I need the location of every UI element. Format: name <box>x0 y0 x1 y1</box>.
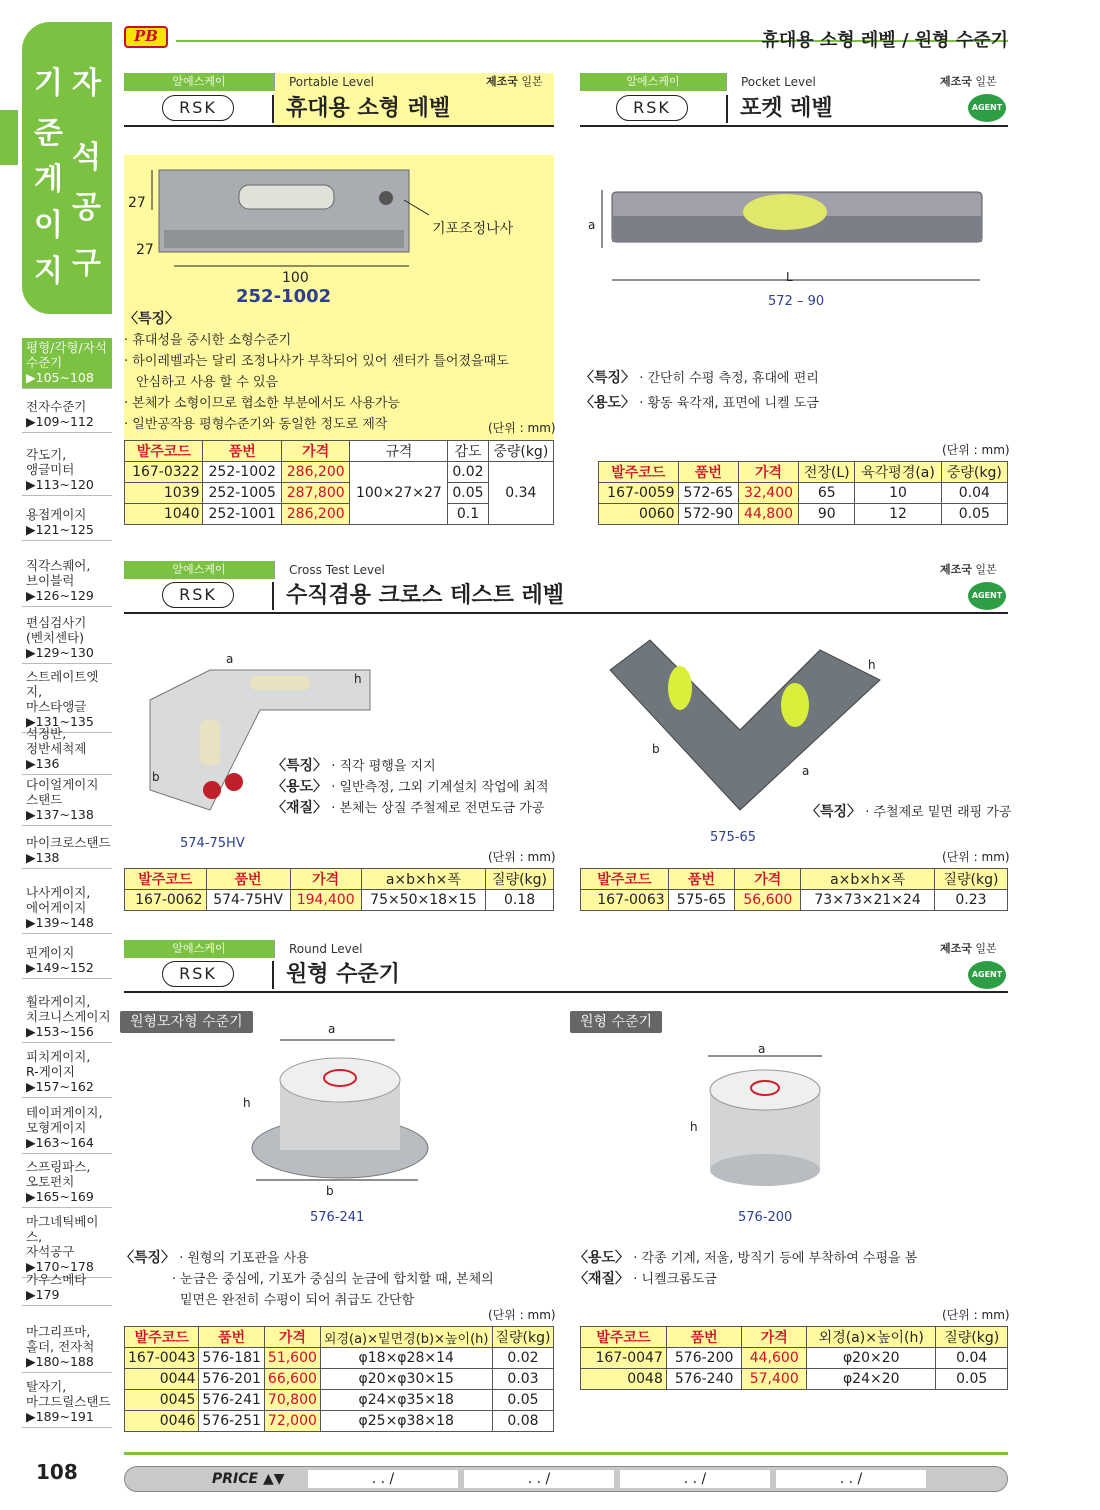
sidebar-item-label: 직각스퀘어, 브이블럭 <box>26 558 91 588</box>
feature-list <box>124 309 554 435</box>
col-header: 가격 <box>281 441 349 462</box>
category-char: 지 <box>34 254 63 289</box>
table-row: 0046 576-251 72,000 φ25×φ38×18 0.08 <box>125 1411 554 1432</box>
section-title: 포켓 레벨 <box>726 95 833 123</box>
feature-line: · 하이레벨과는 달리 조정나사가 부착되어 있어 센터가 틀어졌을때도 <box>124 354 509 369</box>
dim-b: b <box>326 1184 334 1198</box>
origin: 제조국 일본 <box>940 942 997 955</box>
brand-tag: 알에스케이 <box>124 73 274 91</box>
sidebar-item[interactable] <box>22 505 112 541</box>
price-slot: . . / <box>776 1470 926 1488</box>
sidebar-item-pages: ▶136 <box>26 756 60 771</box>
feature-line: · 본체가 소형이므로 협소한 부분에서도 사용가능 <box>124 396 400 411</box>
sidebar-item-label: 다이얼게이지 스탠드 <box>26 777 99 807</box>
section-rule <box>580 125 1008 127</box>
sidebar-item-pages: ▶163~164 <box>26 1135 94 1150</box>
dim-a: a <box>588 218 596 232</box>
sidebar-item-label: 탈자기, 마그드릴스탠드 <box>26 1379 111 1409</box>
spec-table-s4-left: 발주코드 품번 가격 외경(a)×밑면경(b)×높이(h) 질량(kg) 167-0043 576-181 51,600 φ18×φ28×14 0.02 0044 576-201 66,600 φ20×φ30×15 0.03 0045 576-241 70,800 φ24×φ35×18 0.05 0046 576-251 72,000 φ25×φ38×18 0.08 <box>124 1326 554 1432</box>
spec-table-s3-right: 발주코드 품번 가격 a×b×h×폭 질량(kg) 167-0063 575-65 56,600 73×73×21×24 0.23 <box>580 868 1008 911</box>
spec-table-s2: 발주코드 품번 가격 전장(L) 육각평경(a) 중량(kg) 167-0059 572-65 32,400 65 10 0.04 0060 572-90 44,800 90 12 0.05 <box>598 461 1008 525</box>
dim-a: a <box>226 652 234 666</box>
sidebar-item-pages: ▶149~152 <box>26 960 94 975</box>
col-header: 규격 <box>350 441 448 462</box>
sidebar-item[interactable] <box>22 1157 112 1208</box>
sidebar-item-label: 마이크로스탠드 <box>26 835 111 850</box>
sidebar-item-pages: ▶121~125 <box>26 522 94 537</box>
table-row: 167-0322 252-1002 286,200 100×27×27 0.02 0.34 <box>125 462 554 483</box>
sidebar-item[interactable] <box>22 397 112 433</box>
sidebar-item-pages: ▶179 <box>26 1287 60 1302</box>
sidebar-accent <box>0 110 18 165</box>
agent-badge: AGENT <box>968 582 1006 610</box>
sidebar-item[interactable] <box>22 992 112 1043</box>
product-image-575-65 <box>590 630 900 830</box>
sidebar-item[interactable] <box>22 338 112 389</box>
sidebar-item-label: 마그네틱베이스, 자석공구 <box>26 1214 99 1259</box>
sidebar-item-pages: ▶170~178 <box>26 1259 94 1274</box>
col-header: 발주코드 <box>125 441 203 462</box>
section-english-title: Round Level <box>274 940 574 958</box>
origin: 제조국 일본 <box>940 563 997 576</box>
table-row: 167-0059 572-65 32,400 65 10 0.04 <box>599 483 1008 504</box>
subsection-tag: 원형 수준기 <box>570 1011 662 1033</box>
brand-tag: 알에스케이 <box>124 940 274 958</box>
origin: 제조국 일본 <box>940 75 997 88</box>
category-char: 기 <box>34 66 63 101</box>
sidebar-item-label: 스프링파스, 오토펀치 <box>26 1159 91 1189</box>
dim-b: b <box>152 770 160 784</box>
sidebar-item[interactable] <box>22 613 112 664</box>
sidebar-item-label: 스트레이트엣지, 마스타앵글 <box>26 669 99 714</box>
section-english-title: Pocket Level <box>726 73 926 91</box>
sidebar-item-pages: ▶165~169 <box>26 1189 94 1204</box>
sidebar-item-label: 가우스메타 <box>26 1272 87 1287</box>
feature-block: 〈용도〉 · 각종 기계, 저울, 방직기 등에 부착하여 수평을 봄 〈재질〉 · 니켈크롬도금 <box>574 1250 918 1287</box>
dim-h: h <box>243 1096 251 1110</box>
unit-label: (단위 : mm) <box>942 443 1010 457</box>
sidebar-item-label: 마그리프마, 홀더, 전자척 <box>26 1324 95 1354</box>
sidebar-item-label: 전자수준기 <box>26 399 87 414</box>
dim-h: h <box>354 672 362 686</box>
agent-badge: AGENT <box>968 961 1006 989</box>
table-row: 0044 576-201 66,600 φ20×φ30×15 0.03 <box>125 1369 554 1390</box>
spec-table-s1 <box>124 440 554 525</box>
price-label: PRICE ▲▼ <box>212 1471 285 1487</box>
table-row: 0060 572-90 44,800 90 12 0.05 <box>599 504 1008 525</box>
table-row: 0045 576-241 70,800 φ24×φ35×18 0.05 <box>125 1390 554 1411</box>
product-code: 252-1002 <box>236 286 332 307</box>
origin: 제조국 일본 <box>486 75 543 88</box>
dim-b: b <box>652 742 660 756</box>
sidebar-item[interactable] <box>22 943 112 979</box>
table-row: 167-0043 576-181 51,600 φ18×φ28×14 0.02 <box>125 1348 554 1369</box>
sidebar-item-pages: ▶139~148 <box>26 915 94 930</box>
sidebar-item-pages: ▶137~138 <box>26 807 94 822</box>
product-code: 576-241 <box>310 1210 365 1225</box>
category-char: 게 <box>34 162 63 197</box>
sidebar-item[interactable] <box>22 1212 112 1278</box>
section-title: 원형 수준기 <box>272 961 400 989</box>
section-rule <box>124 125 554 127</box>
brand-tag: 알에스케이 <box>580 73 726 91</box>
brand-tag: 알에스케이 <box>124 561 274 579</box>
feature-list: 〈특징〉 · 원형의 기포관을 사용 · 눈금은 중심에, 기포가 중심의 눈금에 합치할 때, 본체의 밑면은 완전히 수평이 되어 취급도 간단함 <box>120 1250 494 1308</box>
spec-table-s4-right: 발주코드 품번 가격 외경(a)×높이(h) 질량(kg) 167-0047 576-200 44,600 φ20×20 0.04 0048 576-240 57,400 φ24×20 0.05 <box>580 1326 1008 1390</box>
product-code: 574-75HV <box>180 836 245 851</box>
category-char: 이 <box>34 208 63 243</box>
unit-label: (단위 : mm) <box>942 850 1010 864</box>
section-rule <box>124 612 1008 614</box>
screw-label: 기포조정나사 <box>432 221 514 237</box>
sidebar-item-label: 각도기, 앵글미터 <box>26 447 75 477</box>
dim-a: a <box>328 1022 336 1036</box>
section-english-title: Portable Level <box>274 73 554 91</box>
col-header: 감도 <box>448 441 488 462</box>
sidebar-item[interactable] <box>22 556 112 607</box>
sidebar-category-block <box>22 22 112 314</box>
dim-length: 100 <box>282 270 309 286</box>
feature-block: 〈특징〉 · 간단히 수평 측정, 휴대에 편리 〈용도〉 · 황동 육각재, 표면에 니켈 도금 <box>580 370 819 411</box>
dim-h: h <box>690 1120 698 1134</box>
table-row: 167-0062 574-75HV 194,400 75×50×18×15 0.18 <box>125 890 554 911</box>
sidebar-item-pages: ▶153~156 <box>26 1024 94 1039</box>
section-title: 휴대용 소형 레벨 <box>272 95 450 123</box>
page-number: 108 <box>36 1460 78 1484</box>
brand-logo: RSK <box>162 95 234 121</box>
product-image-576-241 <box>240 1030 440 1210</box>
price-slot: . . / <box>308 1470 458 1488</box>
sidebar-item-label: 나사게이지, 에어게이지 <box>26 885 91 915</box>
table-row: 1040 252-1001 286,200 0.1 <box>125 504 554 525</box>
unit-label: (단위 : mm) <box>488 1308 556 1322</box>
section-english-title: Cross Test Level <box>274 561 574 579</box>
page-title: 휴대용 소형 레벨 / 원형 수준기 <box>761 30 1008 51</box>
product-code: 575-65 <box>710 830 757 845</box>
category-char: 석 <box>72 140 101 175</box>
dim-h: h <box>868 658 876 672</box>
feature-block: 〈특징〉 · 직각 평행을 지지 〈용도〉 · 일반측정, 그외 기계설치 작업에 최적 〈재질〉 · 본체는 상질 주철제로 전면도금 가공 <box>272 758 549 816</box>
sidebar-item-pages: ▶105~108 <box>26 370 94 385</box>
feature-line: · 일반공작용 평형수준기와 동일한 정도로 제작 <box>124 417 388 432</box>
sidebar-item[interactable] <box>22 724 112 775</box>
table-row: 167-0063 575-65 56,600 73×73×21×24 0.23 <box>581 890 1008 911</box>
sidebar-item[interactable] <box>22 445 112 496</box>
sidebar-item-label: 피치게이지, R-게이지 <box>26 1049 91 1079</box>
dim-a: a <box>802 764 810 778</box>
product-code: 576-200 <box>738 1210 793 1225</box>
sidebar-item-label: 훨라게이지, 치크니스게이지 <box>26 994 111 1024</box>
table-row: 0048 576-240 57,400 φ24×20 0.05 <box>581 1369 1008 1390</box>
brand-logo: RSK <box>162 961 234 987</box>
sidebar-item-pages: ▶157~162 <box>26 1079 94 1094</box>
brand-logo: RSK <box>616 95 688 121</box>
sidebar-item[interactable] <box>22 775 112 826</box>
sidebar-item-label: 편심검사기 (벤치센타) <box>26 615 87 645</box>
sidebar-item-label: 용접게이지 <box>26 507 87 522</box>
feature-line: · 휴대성을 중시한 소형수준기 <box>124 333 292 348</box>
agent-badge: AGENT <box>968 94 1006 122</box>
subsection-tag: 원형모자형 수준기 <box>120 1011 253 1033</box>
sidebar-item-pages: ▶131~135 <box>26 714 94 729</box>
unit-label: (단위 : mm) <box>488 850 556 864</box>
sidebar-item-label: 평형/각형/자석 수준기 <box>26 340 107 370</box>
feature-block: 〈특징〉 · 주철제로 밑면 래핑 가공 <box>806 804 1012 820</box>
sidebar-item[interactable] <box>22 1322 112 1373</box>
unit-label: (단위 : mm) <box>488 421 556 435</box>
table-row: 167-0047 576-200 44,600 φ20×20 0.04 <box>581 1348 1008 1369</box>
category-char: 공 <box>72 190 101 225</box>
sidebar-item-label: 석정반, 정반세척제 <box>26 726 87 756</box>
section-title: 수직겸용 크로스 테스트 레벨 <box>272 582 564 610</box>
product-image-576-200 <box>690 1050 840 1190</box>
spec-table-s3-left: 발주코드 품번 가격 a×b×h×폭 질량(kg) 167-0062 574-75HV 194,400 75×50×18×15 0.18 <box>124 868 554 911</box>
sidebar-item-pages: ▶113~120 <box>26 477 94 492</box>
dim-l: L <box>786 270 793 284</box>
sidebar-item[interactable] <box>22 883 112 934</box>
sidebar-item[interactable] <box>22 1377 112 1428</box>
dim-width: 27 <box>136 242 154 258</box>
brand-logo: RSK <box>162 582 234 608</box>
sidebar-item[interactable] <box>22 1047 112 1098</box>
category-char: 구 <box>72 246 101 281</box>
sidebar-item-pages: ▶129~130 <box>26 645 94 660</box>
col-header: 품번 <box>203 441 281 462</box>
category-char: 자 <box>72 66 101 101</box>
sidebar-item-pages: ▶126~129 <box>26 588 94 603</box>
sidebar-item-label: 핀게이지 <box>26 945 75 960</box>
sidebar-item[interactable] <box>22 1270 112 1306</box>
feature-line: 안심하고 사용 할 수 있음 <box>136 375 279 390</box>
sidebar-item-pages: ▶109~112 <box>26 414 94 429</box>
section-rule <box>124 991 1008 993</box>
footer-rule <box>124 1452 1008 1455</box>
table-row: 1039 252-1005 287,800 0.05 <box>125 483 554 504</box>
pb-logo: PB <box>124 26 168 48</box>
col-header: 중량(kg) <box>488 441 553 462</box>
unit-label: (단위 : mm) <box>942 1308 1010 1322</box>
sidebar-item[interactable] <box>22 833 112 869</box>
sidebar-item-pages: ▶180~188 <box>26 1354 94 1369</box>
sidebar-item-label: 테이퍼게이지, 모형게이지 <box>26 1105 103 1135</box>
category-char: 준 <box>34 116 63 151</box>
sidebar-item-pages: ▶138 <box>26 850 60 865</box>
dim-a: a <box>758 1042 766 1056</box>
sidebar-item-pages: ▶189~191 <box>26 1409 94 1424</box>
dim-height: 27 <box>128 195 146 211</box>
feature-label: 〈특징〉 <box>124 311 180 327</box>
product-code: 572 – 90 <box>768 294 825 309</box>
price-slot: . . / <box>620 1470 770 1488</box>
sidebar-item[interactable] <box>22 1103 112 1154</box>
price-slot: . . / <box>464 1470 614 1488</box>
